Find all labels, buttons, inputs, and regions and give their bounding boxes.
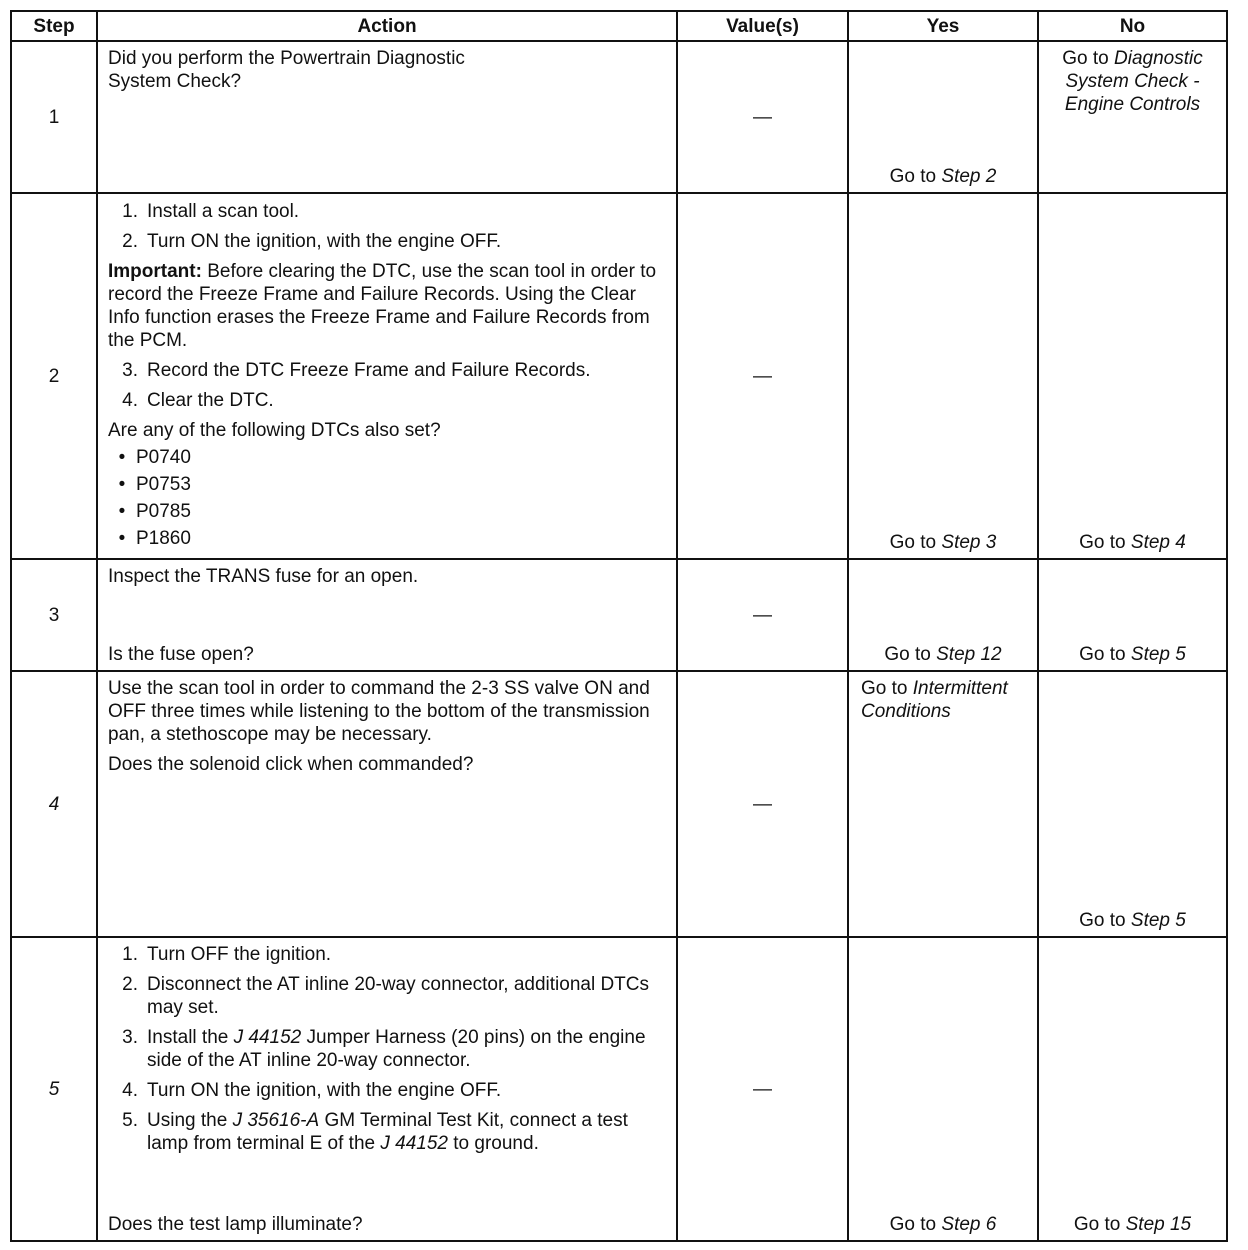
go-to-text: Go to <box>884 644 931 665</box>
yes-cell <box>848 193 1038 559</box>
header-values: Value(s) <box>677 11 848 41</box>
list-item: 2. Turn ON the ignition, with the engine OFF. <box>122 231 502 252</box>
header-action: Action <box>97 11 677 41</box>
step-number: 3 <box>11 559 97 671</box>
tool-ref: J 44152 <box>233 1027 302 1048</box>
action-question: Does the test lamp illuminate? <box>108 1214 363 1235</box>
go-to-text: Go to <box>861 678 908 699</box>
table-row <box>11 559 1227 671</box>
go-to-text: Go to <box>1079 644 1126 665</box>
list-item: 4. Turn ON the ignition, with the engine OFF. <box>122 1080 502 1101</box>
value-cell: — <box>677 559 848 671</box>
step-number: 2 <box>11 193 97 559</box>
tool-ref: J 35616-A <box>232 1110 320 1131</box>
header-no: No <box>1038 11 1227 41</box>
action-cell <box>97 559 677 671</box>
list-item: 2. Disconnect the AT inline 20-way connector, additional DTCs may set. <box>122 974 650 1018</box>
action-question: Does the solenoid click when commanded? <box>108 754 474 775</box>
yes-link[interactable]: Step 3 <box>941 532 997 553</box>
go-to-text: Go to <box>889 1214 937 1235</box>
diagnostic-table <box>10 10 1228 1242</box>
list-item: 3. Install the J 44152 Jumper Harness (20 pins) on the engine side of the AT inline 20-way connector. <box>122 1027 646 1071</box>
value-cell: — <box>677 41 848 193</box>
action-question: Did you perform the Powertrain Diagnostic System Check? <box>108 48 465 92</box>
list-item: 1. Install a scan tool. <box>122 201 300 222</box>
no-link[interactable]: Step 5 <box>1130 644 1186 665</box>
action-cell <box>97 193 677 559</box>
go-to-text: Go to <box>1079 532 1126 553</box>
table-row <box>11 41 1227 193</box>
header-row <box>11 11 1227 41</box>
no-link[interactable]: Step 15 <box>1125 1214 1192 1235</box>
list-item: 3. Record the DTC Freeze Frame and Failure Records. <box>122 360 591 381</box>
action-question: Are any of the following DTCs also set? <box>108 420 441 441</box>
yes-cell <box>848 937 1038 1241</box>
yes-link[interactable]: Step 6 <box>941 1214 997 1235</box>
action-cell <box>97 41 677 193</box>
yes-link[interactable]: Step 12 <box>936 644 1002 665</box>
no-cell <box>1038 41 1227 193</box>
value-cell: — <box>677 671 848 937</box>
value-cell: — <box>677 193 848 559</box>
step-number: 4 <box>11 671 97 937</box>
list-item: 5. Using the J 35616-A GM Terminal Test Kit, connect a test lamp from terminal E of the J 44152 to ground. <box>122 1110 628 1154</box>
table-row <box>11 671 1227 937</box>
tool-ref: J 44152 <box>380 1133 448 1154</box>
go-to-text: Go to <box>1079 910 1126 931</box>
action-text: Use the scan tool in order to command the 2-3 SS valve ON and OFF three times while listening to the bottom of the transmission pan, a stethoscope may be necessary. <box>108 678 650 745</box>
step-number: 1 <box>11 41 97 193</box>
important-label: Important: <box>108 261 202 282</box>
no-cell <box>1038 193 1227 559</box>
no-cell <box>1038 559 1227 671</box>
no-link[interactable]: Diagnostic System Check - Engine Controls <box>1064 48 1203 115</box>
header-yes: Yes <box>848 11 1038 41</box>
dtc-list-item: • P1860 <box>118 528 191 549</box>
yes-link[interactable]: Step 2 <box>941 166 997 187</box>
list-item: 4. Clear the DTC. <box>122 390 274 411</box>
no-cell <box>1038 671 1227 937</box>
yes-cell <box>848 559 1038 671</box>
go-to-text: Go to <box>889 532 937 553</box>
no-link[interactable]: Step 5 <box>1130 910 1186 931</box>
important-text: Before clearing the DTC, use the scan tool in order to record the Freeze Frame and Failure Records. Using the Clear Info function erases the Freeze Frame and Failure Records from the PCM. <box>108 261 657 351</box>
go-to-text: Go to <box>889 166 937 187</box>
list-item: 1. Turn OFF the ignition. <box>122 944 332 965</box>
action-text: Inspect the TRANS fuse for an open. <box>108 566 419 587</box>
yes-cell <box>848 41 1038 193</box>
yes-cell <box>848 671 1038 937</box>
table-row <box>11 937 1227 1241</box>
action-cell <box>97 937 677 1241</box>
header-step: Step <box>11 11 97 41</box>
dtc-list-item: • P0753 <box>118 474 191 495</box>
step-number: 5 <box>11 937 97 1241</box>
no-cell <box>1038 937 1227 1241</box>
dtc-list-item: • P0740 <box>118 447 191 468</box>
dtc-list-item: • P0785 <box>118 501 191 522</box>
action-question: Is the fuse open? <box>108 644 254 665</box>
yes-link[interactable]: Intermittent Conditions <box>861 678 1008 722</box>
go-to-text: Go to <box>1062 48 1109 69</box>
action-cell <box>97 671 677 937</box>
go-to-text: Go to <box>1073 1214 1121 1235</box>
value-cell: — <box>677 937 848 1241</box>
table-row <box>11 193 1227 559</box>
no-link[interactable]: Step 4 <box>1130 532 1186 553</box>
